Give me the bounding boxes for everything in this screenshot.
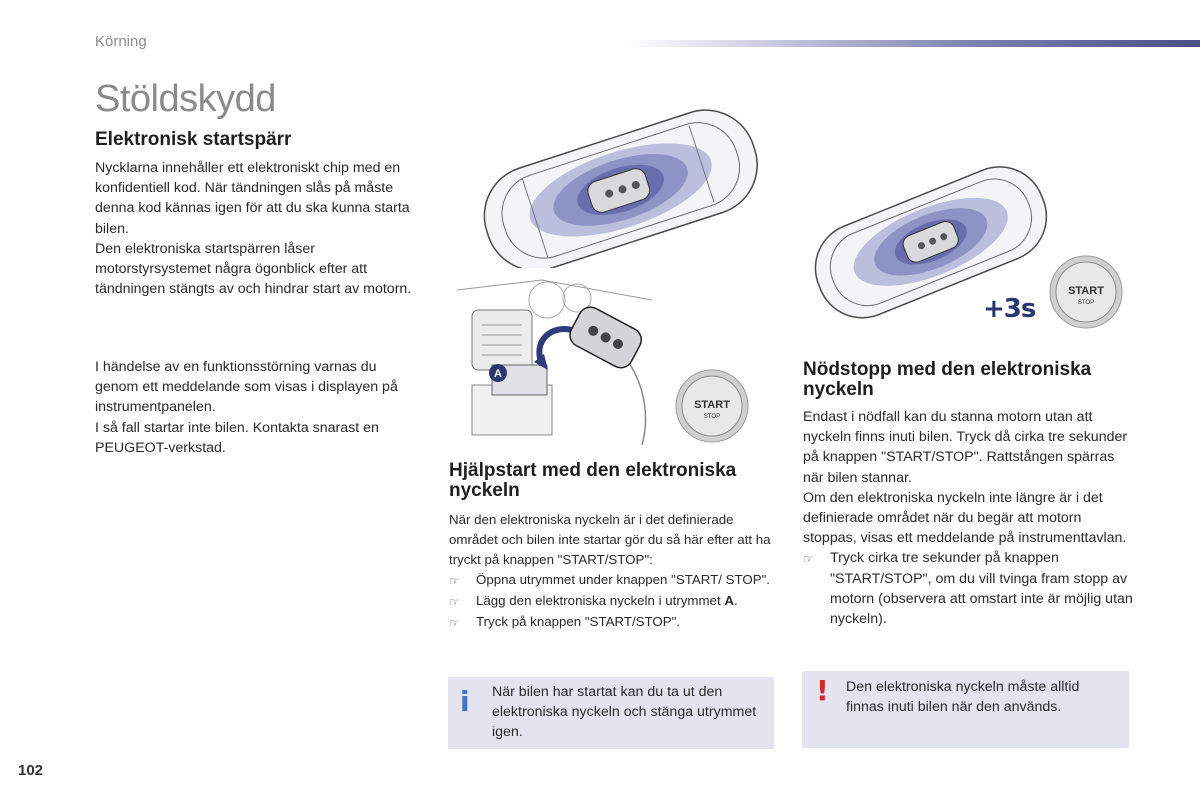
- slot-label-a: A: [494, 368, 502, 380]
- warning-icon: !: [816, 674, 829, 707]
- list-item: [449, 591, 779, 612]
- emergency-stop-paragraph: Endast i nödfall kan du stanna motorn utan att nyckeln finns inuti bilen. Tryck då cirka tre sekunder på knappen "START/STOP". Rattstången spärras när bilen stannar.: [803, 409, 1128, 486]
- warning-note-box: [802, 671, 1129, 748]
- start-label: START: [1068, 285, 1104, 297]
- page-number: 102: [18, 762, 44, 779]
- stop-label: STOP: [1077, 300, 1095, 306]
- immobiliser-heading: Elektronisk startspärr: [95, 129, 292, 150]
- start-stop-button-illustration: [674, 368, 750, 444]
- hold-three-seconds-label: +3s: [983, 294, 1036, 324]
- info-icon: i: [460, 685, 470, 718]
- immobiliser-text: [95, 158, 415, 299]
- hand-pointer-icon: ☞: [449, 595, 460, 609]
- backup-start-intro: När den elektroniska nyckeln är i det definierade området och bilen inte startar gör du så här efter att ha tryckt på knappen "START/STOP":: [449, 512, 771, 567]
- section-label: Körning: [95, 33, 147, 50]
- warning-note-text: Den elektroniska nyckeln måste alltid finnas inuti bilen när den används.: [846, 679, 1080, 716]
- start-label: START: [694, 399, 730, 411]
- header-gradient-bar: [625, 40, 1200, 47]
- slot-reference: A: [724, 593, 734, 608]
- list-item: [449, 570, 779, 591]
- step-text: Lägg den elektroniska nyckeln i utrymmet A.: [476, 593, 738, 608]
- immobiliser-paragraph: Nycklarna innehåller ett elektroniskt chip med en konfidentiell kod. När tändningen slås på måste denna kod kännas igen för att du ska kunna starta bilen.: [95, 160, 410, 237]
- hand-pointer-icon: ☞: [803, 552, 814, 567]
- backup-start-heading: Hjälpstart med den elektroniska nyckeln: [449, 460, 737, 501]
- hand-pointer-icon: ☞: [449, 574, 460, 588]
- emergency-stop-paragraph: Om den elektroniska nyckeln inte längre är i det definierade området när du begär att motorn stoppas, visas ett meddelande på instrumenttavlan.: [803, 489, 1127, 547]
- malfunction-text: [95, 357, 415, 458]
- step-text: Tryck på knappen "START/STOP".: [476, 614, 681, 629]
- stop-label: STOP: [703, 414, 721, 420]
- page-title: Stöldskydd: [95, 78, 276, 120]
- emergency-stop-heading: Nödstopp med den elektroniska nyckeln: [803, 359, 1092, 400]
- emergency-stop-text: [803, 407, 1133, 629]
- step-text: Öppna utrymmet under knappen "START/ STOP".: [476, 572, 770, 587]
- list-item: [803, 548, 1133, 629]
- car-key-zone-illustration: [470, 108, 770, 268]
- immobiliser-paragraph: Den elektroniska startspärren låser motorstyrsystemet några ögonblick efter att tändningen stängts av och hindrar start av motorn.: [95, 240, 412, 298]
- start-stop-button-3s-illustration: [1048, 254, 1124, 330]
- dashboard-slot-illustration: [452, 270, 662, 450]
- list-item: [449, 612, 779, 633]
- hand-pointer-icon: ☞: [449, 616, 460, 630]
- backup-start-text: [449, 510, 779, 633]
- info-note-box: [448, 677, 774, 749]
- step-text: Tryck cirka tre sekunder på knappen "START/STOP", om du vill tvinga fram stopp av motorn (observera att omstart inte är möjlig utan nyckeln).: [830, 550, 1133, 628]
- info-note-text: När bilen har startat kan du ta ut den elektroniska nyckeln och stänga utrymmet igen.: [492, 684, 757, 741]
- malfunction-paragraph: I så fall startar inte bilen. Kontakta snarast en PEUGEOT-verkstad.: [95, 419, 379, 456]
- malfunction-paragraph: I händelse av en funktionsstörning varnas du genom ett meddelande som visas i displayen på instrumentpanelen.: [95, 359, 398, 416]
